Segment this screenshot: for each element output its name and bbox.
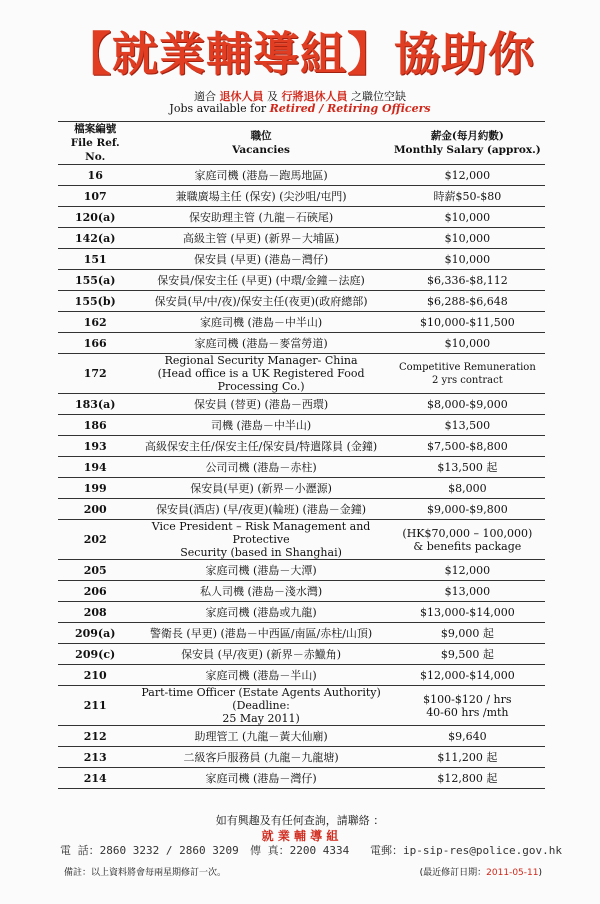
salary-cell [390, 747, 545, 768]
salary-cell-text: $100-$120 / hrs [423, 692, 512, 706]
vacancy-cell-text: 私人司機 (港島－淺水灣) [200, 585, 323, 598]
vacancy-cell [132, 270, 389, 291]
table-row [58, 291, 545, 312]
vacancy-cell [132, 333, 389, 354]
file-ref-cell [58, 726, 132, 747]
file-ref-cell [58, 478, 132, 499]
table-body [58, 165, 545, 789]
file-ref-cell [58, 520, 132, 560]
header-zh: 檔案編號 [74, 123, 117, 135]
file-ref-cell [58, 312, 132, 333]
salary-cell [390, 686, 545, 726]
file-ref-cell-text: 186 [83, 418, 107, 432]
salary-cell-text: $10,000 [444, 231, 491, 245]
vacancy-cell-text: 保安員 (早/夜更) (新界－赤鱲角) [181, 648, 342, 661]
subtitle-text: 及 [267, 90, 278, 103]
vacancy-cell [132, 644, 389, 665]
file-ref-cell [58, 394, 132, 415]
salary-cell [390, 228, 545, 249]
file-ref-cell [58, 560, 132, 581]
page-title: 【就業輔導組】協助你 [65, 27, 535, 81]
file-ref-cell-text: 120(a) [74, 210, 116, 224]
vacancy-cell [132, 436, 389, 457]
vacancy-cell [132, 291, 389, 312]
salary-cell [390, 394, 545, 415]
file-ref-cell [58, 249, 132, 270]
subtitle-text: 適合 [194, 90, 216, 103]
file-ref-cell-text: 155(b) [74, 294, 116, 308]
revision-date-value: 2011-05-11 [486, 868, 539, 878]
vacancy-cell-text: Security (based in Shanghai) [180, 546, 342, 559]
vacancy-cell [132, 354, 389, 394]
update-note: 備註：以上資料將會每兩星期修訂一次。 [64, 868, 227, 878]
table-row [58, 520, 545, 560]
vacancy-cell-text: 助理管工 (九龍－黃大仙廟) [194, 730, 328, 743]
salary-cell-text: & benefits package [413, 539, 522, 553]
file-ref-cell-text: 183(a) [74, 397, 116, 411]
file-ref-cell [58, 291, 132, 312]
file-ref-cell [58, 415, 132, 436]
salary-cell-text: $10,000 [444, 252, 491, 266]
file-ref-cell-text: 151 [83, 252, 107, 266]
file-ref-cell [58, 747, 132, 768]
salary-cell-text: $6,336-$8,112 [427, 273, 508, 287]
salary-cell [390, 333, 545, 354]
table-row [58, 394, 545, 415]
file-ref-cell-text: 172 [83, 367, 107, 380]
vacancy-cell [132, 394, 389, 415]
salary-cell-text: 2 yrs contract [432, 374, 503, 386]
vacancy-cell-text: Part-time Officer (Estate Agents Authority) (Deadline: [141, 686, 381, 712]
subtitle-highlight: Retired / Retiring Officers [269, 102, 431, 115]
table-row [58, 333, 545, 354]
file-ref-cell [58, 228, 132, 249]
salary-cell-text: $10,000-$11,500 [420, 315, 515, 329]
vacancy-cell-text: 保安員 (替更) (港島－西環) [193, 398, 329, 411]
file-ref-cell [58, 436, 132, 457]
vacancy-cell [132, 768, 389, 789]
header-en: Monthly Salary (approx.) [393, 144, 541, 156]
file-ref-cell-text: 214 [83, 771, 107, 785]
revision-label-end: ) [538, 868, 542, 878]
vacancy-cell [132, 249, 389, 270]
vacancy-cell [132, 602, 389, 623]
file-ref-cell [58, 457, 132, 478]
header-file-ref [58, 122, 132, 165]
email-address[interactable]: 電郵：ip-sip-res@police.gov.hk [370, 844, 562, 857]
table-row [58, 623, 545, 644]
table-row [58, 478, 545, 499]
table-row [58, 249, 545, 270]
table-row [58, 436, 545, 457]
vacancy-cell-text: 保安員 (早更) (港島－灣仔) [193, 253, 329, 266]
salary-cell-text: 40-60 hrs /mth [426, 705, 509, 719]
file-ref-cell-text: 205 [83, 563, 107, 577]
vacancy-cell-text: 保安員(早更) (新界－小瀝源) [190, 482, 332, 495]
table-row [58, 768, 545, 789]
header-en: Vacancies [232, 144, 290, 156]
file-ref-cell-text: 209(a) [74, 626, 116, 640]
revision-date [420, 865, 542, 878]
table-header-row [58, 122, 545, 165]
revision-label: (最近修訂日期： [419, 868, 487, 878]
salary-cell [390, 520, 545, 560]
table-row [58, 581, 545, 602]
salary-cell-text: $12,000 [444, 168, 491, 182]
vacancy-cell [132, 520, 389, 560]
file-ref-cell [58, 623, 132, 644]
file-ref-cell-text: 142(a) [74, 231, 116, 245]
file-ref-cell [58, 768, 132, 789]
vacancy-cell-text: 家庭司機 (港島－中半山) [200, 316, 323, 329]
file-ref-cell-text: 155(a) [74, 273, 116, 287]
vacancy-cell-text: 25 May 2011) [222, 712, 300, 725]
phone-number: 電 話：2860 3232 / 2860 3209 [60, 844, 239, 857]
file-ref-cell [58, 581, 132, 602]
vacancy-table [58, 121, 545, 789]
salary-cell [390, 270, 545, 291]
vacancy-cell [132, 686, 389, 726]
header-zh: 職位 [250, 130, 272, 142]
salary-cell-text: $10,000 [444, 336, 491, 350]
salary-cell [390, 186, 545, 207]
table-row [58, 644, 545, 665]
vacancy-cell [132, 623, 389, 644]
subtitle-text: 之職位空缺 [351, 90, 406, 103]
file-ref-cell-text: 194 [83, 460, 107, 474]
vacancy-cell [132, 747, 389, 768]
salary-cell [390, 415, 545, 436]
file-ref-cell-text: 209(c) [75, 647, 116, 661]
unit-name: 就 業 輔 導 組 [261, 829, 339, 843]
file-ref-cell-text: 162 [83, 315, 107, 329]
vacancy-cell-text: 高級保安主任/保安主任/保安員/特遣隊員 (金鐘) [144, 440, 378, 453]
salary-cell [390, 312, 545, 333]
salary-cell [390, 499, 545, 520]
salary-cell [390, 726, 545, 747]
salary-cell-text: $13,000-$14,000 [420, 605, 515, 619]
table-row [58, 499, 545, 520]
vacancy-cell-text: 二級客戶服務員 (九龍－九龍塘) [183, 751, 339, 764]
subtitle-text: Jobs available for [169, 102, 270, 115]
vacancy-cell-text: 保安助理主管 (九龍－石硤尾) [189, 211, 334, 224]
vacancy-cell [132, 726, 389, 747]
salary-cell-text: $6,288-$6,648 [427, 294, 508, 308]
vacancy-cell [132, 207, 389, 228]
salary-cell-text: $9,000-$9,800 [427, 502, 508, 516]
vacancy-cell [132, 665, 389, 686]
table-row [58, 228, 545, 249]
header-salary [390, 122, 545, 165]
file-ref-cell [58, 354, 132, 394]
file-ref-cell-text: 107 [83, 189, 107, 203]
subtitle-highlight-retiring: 行將退休人員 [281, 90, 348, 103]
file-ref-cell-text: 211 [83, 699, 107, 712]
vacancy-cell-text: 家庭司機 (港島－灣仔) [205, 772, 317, 785]
vacancy-cell [132, 560, 389, 581]
file-ref-cell-text: 202 [83, 533, 107, 546]
salary-cell [390, 623, 545, 644]
salary-cell-text: $12,800 起 [437, 772, 498, 785]
vacancy-cell [132, 186, 389, 207]
vacancy-cell-text: 保安員(酒店) (早/夜更)(輪班) (港島－金鐘) [156, 503, 367, 516]
salary-cell [390, 354, 545, 394]
vacancy-cell-text: Regional Security Manager- China [164, 354, 358, 367]
file-ref-cell [58, 165, 132, 186]
salary-cell [390, 457, 545, 478]
salary-cell [390, 644, 545, 665]
vacancy-cell-text: Vice President – Risk Management and Protective [151, 520, 371, 546]
table-row [58, 747, 545, 768]
file-ref-cell [58, 644, 132, 665]
salary-cell [390, 207, 545, 228]
file-ref-cell-text: 213 [83, 750, 107, 764]
salary-cell [390, 768, 545, 789]
file-ref-cell [58, 333, 132, 354]
table-row [58, 312, 545, 333]
salary-cell-text: 時薪$50-$80 [433, 190, 502, 203]
file-ref-cell-text: 199 [83, 481, 107, 495]
vacancy-cell [132, 312, 389, 333]
file-ref-cell-text: 208 [83, 605, 107, 619]
salary-cell-text: $7,500-$8,800 [427, 439, 508, 453]
salary-cell-text: (HK$70,000 – 100,000) [402, 526, 533, 540]
vacancy-cell-text: 家庭司機 (港島－麥當勞道) [194, 337, 328, 350]
salary-cell [390, 478, 545, 499]
file-ref-cell-text: 206 [83, 584, 107, 598]
file-ref-cell [58, 270, 132, 291]
vacancy-cell-text: 保安員(早/中/夜)/保安主任(夜更)(政府總部) [154, 295, 368, 308]
salary-cell [390, 581, 545, 602]
file-ref-cell-text: 210 [83, 668, 107, 682]
salary-cell [390, 602, 545, 623]
file-ref-cell-text: 200 [83, 502, 107, 516]
salary-cell [390, 560, 545, 581]
table-row [58, 186, 545, 207]
header-zh: 薪金(每月約數) [430, 130, 504, 142]
file-ref-cell [58, 686, 132, 726]
salary-cell-text: $11,200 起 [437, 751, 498, 764]
table-row [58, 270, 545, 291]
table-row [58, 354, 545, 394]
vacancy-cell-text: 家庭司機 (港島－大潭) [205, 564, 317, 577]
salary-cell-text: $13,500 [444, 418, 491, 432]
salary-cell-text: $9,640 [448, 729, 487, 743]
salary-cell-text: $8,000 [448, 481, 487, 495]
vacancy-cell [132, 415, 389, 436]
salary-cell-text: $13,000 [444, 584, 491, 598]
file-ref-cell-text: 212 [83, 729, 107, 743]
vacancy-cell [132, 165, 389, 186]
vacancy-cell-text: 保安員/保安主任 (早更) (中環/金鐘－法庭) [157, 274, 365, 287]
salary-cell-text: $12,000-$14,000 [420, 668, 515, 682]
table-row [58, 602, 545, 623]
salary-cell-text: $9,500 起 [440, 648, 494, 661]
subtitle-highlight-retired: 退休人員 [219, 90, 264, 103]
vacancy-cell-text: (Head office is a UK Registered Food Processing Co.) [157, 367, 365, 393]
subtitle-english [0, 102, 600, 115]
table-row [58, 560, 545, 581]
file-ref-cell [58, 602, 132, 623]
table-row [58, 665, 545, 686]
enquiry-text: 如有興趣及有任何查詢，請聯絡 ： [215, 814, 385, 827]
salary-cell-text: $9,000 起 [440, 627, 494, 640]
file-ref-cell [58, 499, 132, 520]
fax-number: 傳 真：2200 4334 [250, 844, 350, 857]
file-ref-cell-text: 16 [87, 168, 103, 182]
file-ref-cell-text: 166 [83, 336, 107, 350]
file-ref-cell [58, 207, 132, 228]
vacancy-cell-text: 警衛長 (早更) (港島－中西區/南區/赤柱/山頂) [149, 627, 373, 640]
header-en: File Ref. No. [70, 137, 120, 163]
file-ref-cell [58, 186, 132, 207]
table-row [58, 686, 545, 726]
salary-cell-text: $12,000 [444, 563, 491, 577]
vacancy-cell-text: 家庭司機 (港島或九龍) [205, 606, 317, 619]
vacancy-cell [132, 228, 389, 249]
vacancy-cell-text: 家庭司機 (港島－跑馬地區) [194, 169, 328, 182]
table-row [58, 726, 545, 747]
salary-cell-text: $13,500 起 [437, 461, 498, 474]
salary-cell [390, 436, 545, 457]
salary-cell-text: Competitive Remuneration [398, 361, 536, 373]
header-vacancies [132, 122, 389, 165]
file-ref-cell [58, 665, 132, 686]
vacancy-cell [132, 499, 389, 520]
vacancy-cell [132, 581, 389, 602]
salary-cell [390, 249, 545, 270]
salary-cell-text: $8,000-$9,000 [427, 397, 508, 411]
vacancy-cell [132, 457, 389, 478]
salary-cell [390, 165, 545, 186]
file-ref-cell-text: 193 [83, 439, 107, 453]
table-row [58, 207, 545, 228]
table-row [58, 457, 545, 478]
salary-cell [390, 291, 545, 312]
table-row [58, 415, 545, 436]
vacancy-cell-text: 公司司機 (港島－赤柱) [205, 461, 317, 474]
vacancy-cell-text: 高級主管 (早更) (新界－大埔區) [182, 232, 340, 245]
vacancy-cell-text: 司機 (港島－中半山) [211, 419, 312, 432]
vacancy-cell-text: 家庭司機 (港島－半山) [205, 669, 317, 682]
salary-cell [390, 665, 545, 686]
vacancy-cell [132, 478, 389, 499]
vacancy-cell-text: 兼職廣場主任 (保安) (尖沙咀/屯門) [175, 190, 347, 203]
salary-cell-text: $10,000 [444, 210, 491, 224]
table-row [58, 165, 545, 186]
